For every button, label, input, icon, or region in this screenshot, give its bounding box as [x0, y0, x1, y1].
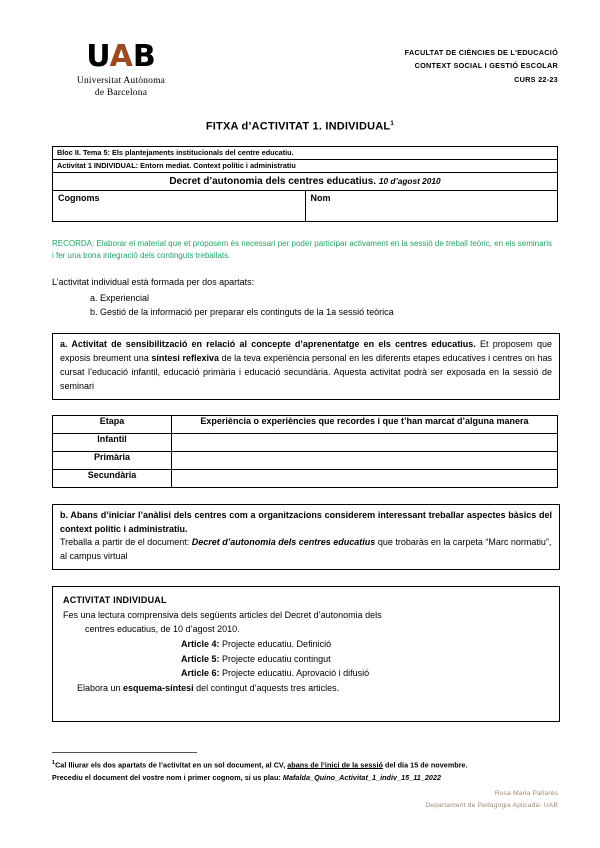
- section-a-text-1: Et proposem que exposis breument una: [60, 338, 552, 363]
- uab-logo-wordmark: [86, 39, 156, 74]
- intro-list: [52, 292, 558, 320]
- section-b-bold-intro: b. Abans d’iniciar l’anàlisi dels centres com a organitzacions considerem interessant treballar aspectes bàsics del context polític i administratiu.: [60, 509, 552, 534]
- closing-text-pre: Elabora un: [77, 682, 124, 693]
- section-b-italic-decret: Decret d’autonomia dels centres educatius: [191, 537, 376, 548]
- experiencia-input-primaria[interactable]: [172, 451, 558, 469]
- article-item: [63, 652, 549, 667]
- footnote-marker: 1: [52, 760, 56, 766]
- etapes-table: [52, 415, 558, 488]
- header-course-info: [405, 42, 558, 86]
- section-a-bold-sintesi: síntesi reflexiva: [151, 352, 219, 363]
- activitat-individual-closing: [63, 681, 549, 696]
- intro-lead: L’activitat individual està formada per dos apartats:: [52, 277, 255, 288]
- article-item: [63, 637, 549, 652]
- etapes-header-etapa: Etapa: [53, 415, 172, 433]
- table-row: [53, 146, 558, 159]
- table-row: [53, 451, 558, 469]
- table-row: [53, 469, 558, 487]
- footnote-underlined: abans de l’inici de la sessió: [287, 760, 383, 770]
- activitat-individual-title: ACTIVITAT INDIVIDUAL: [63, 595, 167, 606]
- etapa-label-infantil: Infantil: [53, 433, 172, 451]
- experiencia-input-infantil[interactable]: [172, 433, 558, 451]
- page-title: [0, 120, 600, 133]
- article-4-text: Projecte educatiu. Definició: [219, 639, 332, 650]
- footnote-text-c: Precediu el document del vostre nom i primer cognom, si us plau:: [52, 772, 283, 782]
- page-title-text: FITXA d’ACTIVITAT 1. INDIVIDUAL: [205, 120, 391, 133]
- table-row: [53, 159, 558, 172]
- header-subject-line: CONTEXT SOCIAL I GESTIÓ ESCOLAR: [414, 61, 558, 71]
- etapa-label-primaria: Primària: [53, 451, 172, 469]
- activitat-individual-line2: centres educatius, de 10 d’agost 2010.: [85, 624, 240, 635]
- table-row: [53, 190, 558, 221]
- table-header-row: [53, 415, 558, 433]
- page-footnote: [52, 752, 558, 812]
- footnote-text-b: del dia 15 de novembre.: [382, 760, 468, 770]
- uab-logo-letter-a: A: [109, 39, 133, 74]
- nom-field[interactable]: Nom: [305, 190, 558, 221]
- section-a-bold-intro: a. Activitat de sensibilització en relació al concepte d’aprenentatge en els centres educatius.: [60, 338, 476, 349]
- decret-title-text: Decret d’autonomia dels centres educatius.: [169, 175, 377, 187]
- etapes-header-experiencia: Experiència o experiències que recordes i que t’han marcat d’alguna manera: [172, 415, 558, 433]
- etapa-label-secundaria: Secundària: [53, 469, 172, 487]
- footnote-paragraph-2: [52, 772, 558, 785]
- activitat-cell: Activitat 1 INDIVIDUAL: Entorn mediat. Context polític i administratiu: [53, 159, 558, 172]
- table-row: [53, 433, 558, 451]
- article-5-text: Projecte educatiu contingut: [219, 653, 331, 664]
- uab-logo-letter-b: B: [132, 39, 156, 74]
- article-6-text: Projecte educatiu. Aprovació i difusió: [219, 668, 370, 679]
- decret-date-text: 10 d’agost 2010: [378, 175, 441, 186]
- article-item: [63, 666, 549, 681]
- activitat-individual-box: [52, 586, 560, 722]
- article-5-number: Article 5:: [181, 653, 220, 664]
- experiencia-input-secundaria[interactable]: [172, 469, 558, 487]
- closing-text-post: del contingut d’aquests tres articles.: [193, 682, 340, 693]
- footnote-filename-example: Mafalda_Quino_Activitat_1_indiv_15_11_2022: [282, 772, 442, 782]
- header-faculty-line: FACULTAT DE CIÈNCIES DE L'EDUCACIÓ: [404, 48, 558, 57]
- footnote-paragraph-1: [52, 759, 558, 772]
- article-4-number: Article 4:: [181, 639, 220, 650]
- uab-logo-subtitle-line2: de Barcelona: [94, 87, 148, 98]
- signature-department: Departament de Pedagogia Aplicada- UAB: [425, 801, 558, 809]
- header-course-year-line: CURS 22-23: [514, 74, 558, 84]
- list-item: a. Experiencial: [90, 292, 150, 303]
- section-a-text-2: de la teva experiència personal en les diferents etapes educatives i centres on has cursat l’educació infantil, educació primària i educació secundària. Aquesta activitat podrà ser exposada en la sessió de seminari: [60, 352, 552, 391]
- document-content: [0, 146, 600, 723]
- signature-block: [52, 788, 558, 812]
- uab-logo: [56, 39, 186, 98]
- footnote-separator: [52, 752, 197, 753]
- uab-logo-letter-u: U: [86, 39, 110, 74]
- footnote-text-a: Cal lliurar els dos apartats de l’activitat en un sol document, al CV,: [55, 760, 288, 770]
- section-b-box: [52, 504, 560, 571]
- article-6-number: Article 6:: [181, 668, 220, 679]
- recorda-note: RECORDA: Elaborar el material que et proposem és necessari per poder participar activament en la sessió de treball teòric, en els seminaris i fer una bona integració dels continguts treballats.: [52, 238, 552, 261]
- section-b-text-2: que trobaràs en la carpeta “Marc normatiu”, al campus virtual: [60, 537, 552, 562]
- list-item: b. Gestió de la informació per preparar els continguts de la 1a sessió teòrica: [90, 306, 394, 317]
- page-header: [0, 0, 600, 98]
- page-title-footnote-marker: 1: [390, 120, 395, 127]
- section-b-text-1: Treballa a partir de el document:: [60, 537, 192, 548]
- header-info-table: [52, 146, 558, 222]
- uab-logo-subtitle-line1: Universitat Autònoma: [76, 76, 166, 86]
- table-row: [53, 172, 558, 190]
- footnote-text: [52, 759, 558, 785]
- decret-title-cell: [53, 172, 558, 190]
- activitat-individual-line1: Fes una lectura comprensiva dels següents articles del Decret d’autonomia dels: [63, 609, 382, 620]
- signature-name: Rosa Maria Pallarès: [494, 789, 558, 797]
- closing-text-bold: esquema-síntesi: [123, 682, 194, 693]
- cognoms-field[interactable]: Cognoms: [53, 190, 306, 221]
- bloc-tema-cell: Bloc II. Tema 5: Els plantejaments institucionals del centre educatiu.: [53, 146, 558, 159]
- section-a-box: [52, 333, 560, 400]
- section-b-second-paragraph: [60, 536, 552, 564]
